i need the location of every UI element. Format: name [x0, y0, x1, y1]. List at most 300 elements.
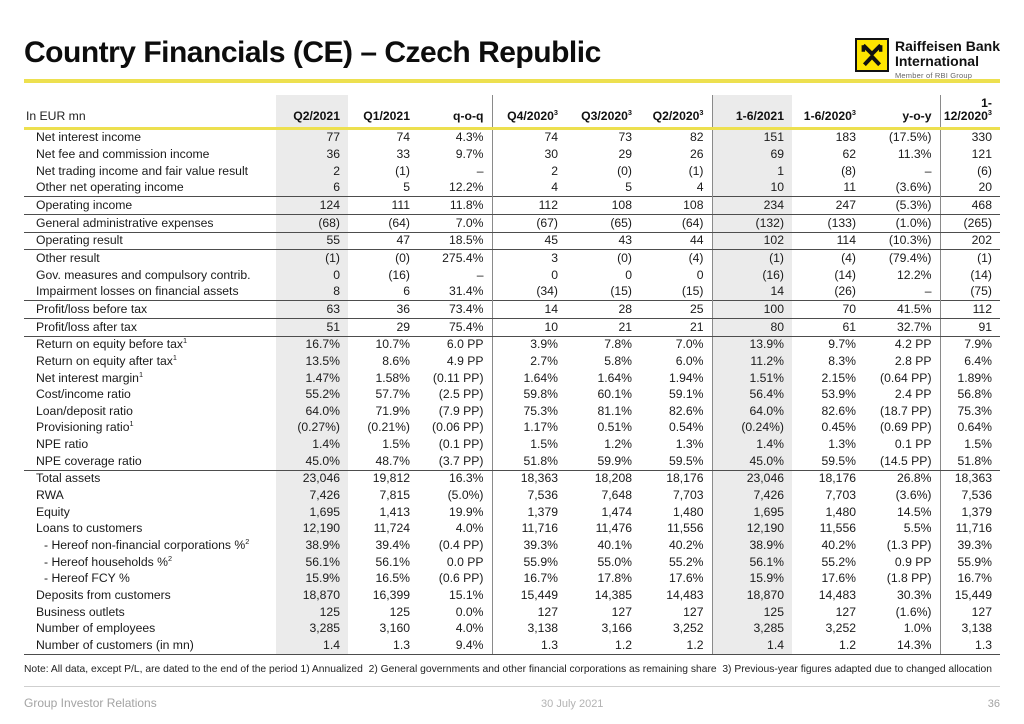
value-cell: – [864, 284, 940, 301]
value-cell: 48.7% [348, 453, 418, 470]
value-cell: (1) [712, 250, 792, 267]
row-label: Cost/income ratio [36, 387, 131, 402]
value-cell: 11,476 [595, 521, 632, 536]
value-cell: 202 [940, 232, 1000, 250]
table-header-row [24, 95, 1000, 128]
row-label: Loan/deposit ratio [36, 403, 133, 418]
value-cell: 2.7% [530, 353, 558, 368]
logo-name-line2: International [894, 53, 979, 70]
value-cell: (14) [834, 267, 856, 282]
value-cell: 1.17% [523, 420, 558, 435]
value-cell: 82 [640, 128, 712, 146]
value-cell: 127 [537, 604, 558, 619]
value-cell: 17.8% [597, 571, 632, 586]
value-cell: 12,190 [712, 521, 792, 538]
value-cell: 1.51% [712, 370, 792, 387]
row-label: RWA [36, 488, 64, 503]
value-cell: 18,176 [818, 471, 856, 486]
value-cell: 55.2% [276, 387, 348, 404]
value-cell: 6.0% [640, 353, 712, 370]
value-cell: 18,208 [594, 471, 632, 486]
value-cell: 3,285 [712, 621, 792, 638]
table-row [24, 621, 1000, 638]
value-cell: 15.9% [276, 571, 348, 588]
value-cell: 125 [712, 604, 792, 621]
value-cell: 7,703 [640, 488, 712, 505]
value-cell: 0 [625, 267, 632, 282]
row-label: - Hereof FCY % [44, 571, 130, 586]
table-row [24, 387, 1000, 404]
value-cell: (5.3%) [864, 197, 940, 215]
value-cell: 39.3% [957, 538, 992, 553]
row-label: Impairment losses on financial assets [36, 284, 239, 299]
table-row [24, 319, 1000, 337]
value-cell: 21 [640, 319, 712, 337]
value-cell: 2.15% [821, 370, 856, 385]
value-cell: (6) [977, 163, 992, 178]
value-cell: 7,536 [527, 488, 558, 503]
value-cell: 16.7% [523, 571, 558, 586]
value-cell: (7.9 PP) [418, 403, 492, 420]
value-cell: 125 [276, 604, 348, 621]
value-cell: 56.1% [375, 554, 410, 569]
row-label: Loans to customers [36, 521, 143, 536]
value-cell: 2.8 PP [864, 353, 940, 370]
value-cell: 11.3% [864, 146, 940, 163]
table-row [24, 146, 1000, 163]
value-cell: 3.9% [530, 337, 558, 352]
table-row [24, 197, 1000, 215]
value-cell: 57.7% [375, 387, 410, 402]
value-cell: 9.7% [418, 146, 492, 163]
value-cell: 19,812 [372, 471, 410, 486]
column-header: q-o-q [418, 95, 492, 128]
value-cell: 64.0% [276, 403, 348, 420]
value-cell: 11.2% [712, 353, 792, 370]
logo-name-line1: Raiffeisen Bank [894, 38, 1000, 54]
value-cell: 14.5% [864, 504, 940, 521]
table-row [24, 504, 1000, 521]
value-cell: 28 [566, 301, 640, 319]
value-cell: 8 [276, 284, 348, 301]
value-cell: 1,480 [825, 504, 856, 519]
row-label: Business outlets [36, 604, 125, 619]
column-header: Q4/2020$^3$ [492, 95, 566, 128]
value-cell: (1) [640, 163, 712, 180]
value-cell: (0) [617, 250, 632, 265]
value-cell: 40.2% [821, 538, 856, 553]
table-row [24, 420, 1000, 437]
value-cell: 11,716 [521, 521, 558, 536]
value-cell: 55.2% [821, 554, 856, 569]
value-cell: 40.2% [640, 538, 712, 555]
value-cell: 2 [276, 163, 348, 180]
value-cell: 38.9% [276, 538, 348, 555]
value-cell: 1.64% [523, 370, 558, 385]
value-cell: 5.8% [604, 353, 632, 368]
row-label: Equity [36, 504, 70, 519]
table-row [24, 232, 1000, 250]
table-body [24, 128, 1000, 654]
value-cell: 124 [276, 197, 348, 215]
value-cell: 75.4% [418, 319, 492, 337]
row-label: Net interest income [36, 130, 141, 145]
value-cell: 70 [792, 301, 864, 319]
value-cell: 1.4% [276, 437, 348, 454]
value-cell: 7.8% [604, 337, 632, 352]
value-cell: (133) [792, 215, 864, 233]
value-cell: 1.47% [276, 370, 348, 387]
row-label: Return on equity before tax$^1$ [36, 336, 188, 352]
slide-footer [24, 696, 1000, 710]
value-cell: (64) [348, 215, 418, 233]
value-cell: 2 [551, 163, 558, 178]
value-cell: 81.1% [597, 403, 632, 418]
value-cell: 18,363 [520, 471, 558, 486]
value-cell: (4) [841, 250, 856, 265]
value-cell: 36 [276, 146, 348, 163]
value-cell: (1) [276, 250, 348, 267]
value-cell: (8) [841, 163, 856, 178]
value-cell: 43 [566, 232, 640, 250]
value-cell: 151 [712, 128, 792, 146]
value-cell: 16.7% [276, 336, 348, 353]
value-cell: 121 [971, 146, 992, 161]
value-cell: 16,399 [372, 588, 410, 603]
value-cell: 56.1% [276, 554, 348, 571]
table-row [24, 370, 1000, 387]
value-cell: 0.1 PP [864, 437, 940, 454]
value-cell: 77 [276, 128, 348, 146]
value-cell: 127 [611, 604, 632, 619]
value-cell: 0.9 PP [864, 554, 940, 571]
value-cell: 14.3% [864, 638, 940, 655]
value-cell: 0.45% [821, 420, 856, 435]
row-label: Return on equity after tax$^1$ [36, 352, 177, 368]
row-label: Other net operating income [36, 180, 184, 195]
table-row [24, 571, 1000, 588]
value-cell: (5.0%) [418, 488, 492, 505]
value-cell: 6.0 PP [418, 336, 492, 353]
value-cell: (3.6%) [864, 180, 940, 197]
value-cell: 14 [712, 284, 792, 301]
row-label: Profit/loss before tax [24, 301, 276, 319]
table-row [24, 353, 1000, 370]
value-cell: 33 [396, 146, 410, 161]
value-cell: 0.0% [418, 604, 492, 621]
value-cell: 6 [403, 284, 410, 299]
value-cell: 14,483 [640, 588, 712, 605]
value-cell: 32.7% [864, 319, 940, 337]
value-cell: 7.0% [640, 336, 712, 353]
row-label: Net interest margin$^1$ [36, 369, 144, 385]
value-cell: 4 [551, 180, 558, 195]
value-cell: 3,138 [527, 621, 558, 636]
value-cell: 7,426 [712, 488, 792, 505]
value-cell: 29 [348, 319, 418, 337]
value-cell: 1,379 [527, 504, 558, 519]
table-row [24, 453, 1000, 470]
value-cell: 3 [551, 250, 558, 265]
value-cell: (79.4%) [864, 250, 940, 267]
value-cell: 62 [842, 146, 856, 161]
value-cell: 18,176 [640, 470, 712, 487]
row-label: NPE coverage ratio [24, 453, 276, 470]
value-cell: 12.2% [418, 180, 492, 197]
row-label: Profit/loss after tax [24, 319, 276, 337]
value-cell: 59.5% [640, 453, 712, 470]
value-cell: (2.5 PP) [418, 387, 492, 404]
value-cell: 51.8% [492, 453, 566, 470]
value-cell: 19.9% [418, 504, 492, 521]
value-cell: (10.3%) [864, 232, 940, 250]
value-cell: (3.7 PP) [418, 453, 492, 470]
value-cell: 1.3% [828, 437, 856, 452]
value-cell: 51 [276, 319, 348, 337]
value-cell: (1) [395, 163, 410, 178]
value-cell: 125 [389, 604, 410, 619]
value-cell: 7,815 [379, 488, 410, 503]
value-cell: 127 [971, 604, 992, 619]
value-cell: 14 [492, 301, 566, 319]
value-cell: 12.2% [864, 267, 940, 284]
value-cell: – [864, 163, 940, 180]
value-cell: 11,556 [819, 521, 856, 536]
value-cell: 15,449 [954, 588, 992, 603]
page-title: Country Financials (CE) – Czech Republic [24, 36, 601, 69]
value-cell: 0.0 PP [418, 554, 492, 571]
value-cell: 1.5% [530, 437, 558, 452]
value-cell: (0.21%) [367, 420, 410, 435]
value-cell: 1.4 [276, 638, 348, 655]
value-cell: 30.3% [864, 588, 940, 605]
table-row [24, 250, 1000, 267]
raiffeisen-gable-cross-icon [855, 38, 889, 72]
value-cell: (64) [640, 215, 712, 233]
value-cell: 3,252 [640, 621, 712, 638]
value-cell: 29 [618, 146, 632, 161]
value-cell: 8.3% [828, 353, 856, 368]
value-cell: 55.9% [957, 554, 992, 569]
value-cell: 45.0% [712, 453, 792, 470]
value-cell: 1.4% [712, 437, 792, 454]
column-header: 1-6/2020$^3$ [792, 95, 864, 128]
row-label: Deposits from customers [36, 588, 171, 603]
value-cell: 10 [712, 180, 792, 197]
value-cell: 4.2 PP [864, 336, 940, 353]
value-cell: 7,648 [601, 488, 632, 503]
value-cell: (16) [712, 267, 792, 284]
value-cell: 21 [566, 319, 640, 337]
value-cell: 82.6% [821, 403, 856, 418]
value-cell: 127 [835, 604, 856, 619]
value-cell: 127 [640, 604, 712, 621]
value-cell: (18.7 PP) [864, 403, 940, 420]
value-cell: 39.4% [375, 538, 410, 553]
value-cell: 17.6% [821, 571, 856, 586]
value-cell: (1.8 PP) [864, 571, 940, 588]
value-cell: 0.51% [597, 420, 632, 435]
value-cell: 73.4% [418, 301, 492, 319]
value-cell: 74 [396, 130, 410, 145]
value-cell: 4 [640, 180, 712, 197]
value-cell: 0.54% [640, 420, 712, 437]
column-header: y-o-y [864, 95, 940, 128]
value-cell: 31.4% [418, 284, 492, 301]
value-cell: 7,426 [276, 488, 348, 505]
value-cell: 0.64% [957, 420, 992, 435]
value-cell: 9.4% [418, 638, 492, 655]
value-cell: 51.8% [940, 453, 1000, 470]
value-cell: 11.8% [418, 197, 492, 215]
value-cell: 3,285 [276, 621, 348, 638]
value-cell: 41.5% [864, 301, 940, 319]
value-cell: 1,379 [961, 504, 992, 519]
value-cell: 112 [492, 197, 566, 215]
value-cell: (0.69 PP) [864, 420, 940, 437]
value-cell: 55.2% [640, 554, 712, 571]
value-cell: 1.5% [964, 437, 992, 452]
row-label: - Hereof non-financial corporations %$^2$ [44, 537, 250, 553]
value-cell: – [418, 163, 492, 180]
value-cell: 61 [792, 319, 864, 337]
value-cell: 36 [348, 301, 418, 319]
slide-header [0, 0, 1024, 81]
footer-department: Group Investor Relations [24, 696, 157, 711]
table-row [24, 403, 1000, 420]
value-cell: (0.1 PP) [418, 437, 492, 454]
value-cell: 2.4 PP [864, 387, 940, 404]
value-cell: 1.58% [375, 370, 410, 385]
value-cell: 1.3 [492, 638, 566, 655]
value-cell: 38.9% [712, 538, 792, 555]
value-cell: 15.1% [418, 588, 492, 605]
row-label: Operating result [24, 232, 276, 250]
value-cell: 1.0% [864, 621, 940, 638]
value-cell: 47 [348, 232, 418, 250]
logo-member-text: Member of RBI Group [894, 71, 973, 81]
table-head [24, 95, 1000, 128]
value-cell: 71.9% [375, 403, 410, 418]
value-cell: 74 [544, 130, 558, 145]
value-cell: 7,536 [961, 488, 992, 503]
value-cell: 13.9% [712, 336, 792, 353]
footnote: Note: All data, except P/L, are dated to the end of the period 1) Annualized 2) General governments and other financial corporations as remaining share 3) Previous-year figures adapted due to changed allocation [24, 664, 992, 676]
value-cell: 1.2 [640, 638, 712, 655]
value-cell: 15.9% [712, 571, 792, 588]
table-row [24, 128, 1000, 146]
value-cell: 11 [843, 180, 856, 195]
table-row [24, 604, 1000, 621]
table-row [24, 538, 1000, 555]
value-cell: 10 [492, 319, 566, 337]
value-cell: (0) [617, 163, 632, 178]
value-cell: 30 [544, 146, 558, 161]
value-cell: (14.5 PP) [864, 453, 940, 470]
value-cell: (15) [610, 284, 632, 299]
row-label: NPE ratio [36, 437, 89, 452]
value-cell: 4.9 PP [418, 353, 492, 370]
value-cell: 1,480 [640, 504, 712, 521]
value-cell: 112 [940, 301, 1000, 319]
value-cell: 39.3% [523, 538, 558, 553]
value-cell: 1.2 [792, 638, 864, 655]
value-cell: 1,474 [601, 504, 632, 519]
footer-date: 30 July 2021 [541, 698, 604, 711]
value-cell: (68) [276, 215, 348, 233]
table-row [24, 470, 1000, 487]
value-cell: 6.4% [964, 353, 992, 368]
value-cell: 234 [712, 197, 792, 215]
table-row [24, 488, 1000, 505]
value-cell: 13.5% [276, 353, 348, 370]
value-cell: (265) [940, 215, 1000, 233]
footer-divider [24, 686, 1000, 687]
value-cell: 1.3 [940, 638, 1000, 655]
value-cell: (1) [977, 250, 992, 265]
value-cell: 16.3% [418, 470, 492, 487]
value-cell: (67) [492, 215, 566, 233]
value-cell: 0 [640, 267, 712, 284]
value-cell: 23,046 [276, 470, 348, 487]
value-cell: 45 [492, 232, 566, 250]
column-header: 1-12/2020$^3$ [940, 95, 1000, 128]
value-cell: 25 [640, 301, 712, 319]
value-cell: 82.6% [640, 403, 712, 420]
value-cell: (0.64 PP) [864, 370, 940, 387]
value-cell: 1.3 [348, 638, 418, 655]
value-cell: 1.2% [604, 437, 632, 452]
value-cell: 63 [276, 301, 348, 319]
row-label: Number of customers (in mn) [24, 638, 276, 655]
value-cell: 108 [566, 197, 640, 215]
value-cell: 1.3% [640, 437, 712, 454]
value-cell: 111 [348, 197, 418, 215]
value-cell: 59.5% [792, 453, 864, 470]
logo-text [895, 38, 1000, 80]
value-cell: 53.9% [821, 387, 856, 402]
value-cell: 3,166 [601, 621, 632, 636]
value-cell: 44 [640, 232, 712, 250]
value-cell: 59.1% [640, 387, 712, 404]
value-cell: 26.8% [864, 470, 940, 487]
row-label: General administrative expenses [24, 215, 276, 233]
value-cell: 330 [971, 130, 992, 145]
value-cell: (0.6 PP) [418, 571, 492, 588]
value-cell: 45.0% [276, 453, 348, 470]
value-cell: 247 [792, 197, 864, 215]
value-cell: 14,385 [594, 588, 632, 603]
value-cell: 1.64% [597, 370, 632, 385]
table-row [24, 180, 1000, 197]
value-cell: 0 [551, 267, 558, 282]
value-cell: 75.3% [523, 403, 558, 418]
row-label: - Hereof households %$^2$ [44, 553, 173, 569]
value-cell: 102 [712, 232, 792, 250]
value-cell: 11,556 [640, 521, 712, 538]
value-cell: 55.9% [523, 554, 558, 569]
value-cell: 4.3% [418, 128, 492, 146]
value-cell: 17.6% [640, 571, 712, 588]
value-cell: 1.2 [566, 638, 640, 655]
value-cell: (17.5%) [864, 128, 940, 146]
table-row [24, 284, 1000, 301]
value-cell: (0.11 PP) [418, 370, 492, 387]
value-cell: (0.4 PP) [418, 538, 492, 555]
value-cell: 55 [276, 232, 348, 250]
column-header: 1-6/2021 [712, 95, 792, 128]
value-cell: 275.4% [418, 250, 492, 267]
